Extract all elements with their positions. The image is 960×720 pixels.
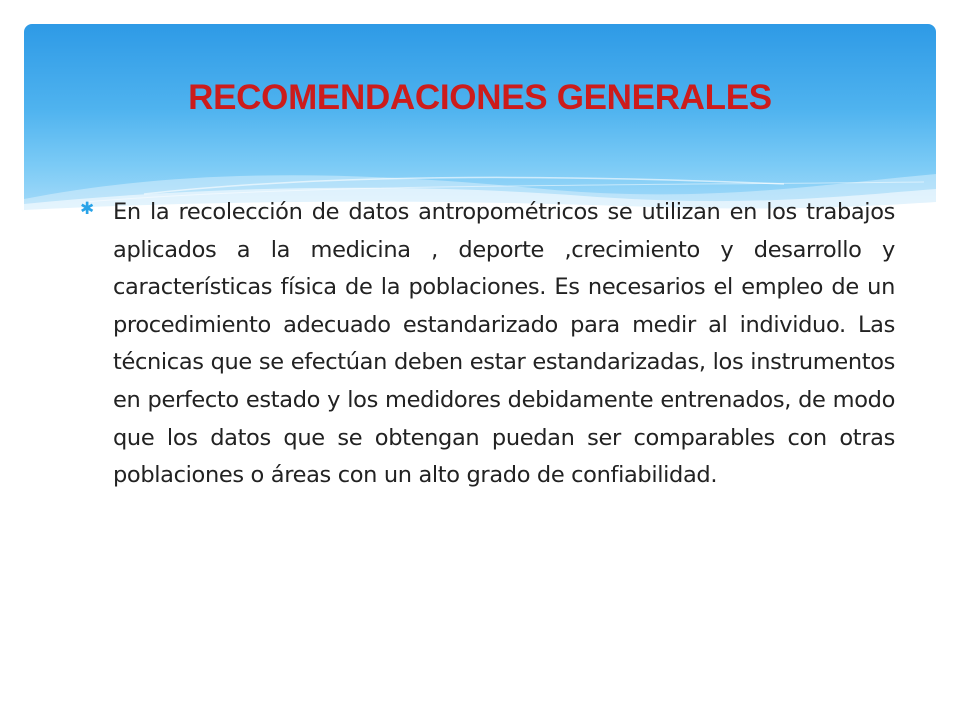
- slide-title: RECOMENDACIONES GENERALES: [188, 78, 772, 117]
- asterisk-bullet-icon: ✱: [80, 199, 95, 219]
- header-banner: [24, 24, 936, 214]
- wave-decoration: [24, 24, 936, 214]
- bullet-text: En la recolección de datos antropométricos se utilizan en los trabajos aplicados a la medicina , deporte ,crecimiento y desarrollo y características física de la poblaciones. Es necesarios el empleo de un procedimiento adecuado estandarizado para medir al individuo. Las técnicas que se efectúan deben estar estandarizadas, los instrumentos en perfecto estado y los medidores debidamente entrenados, de modo que los datos que se obtengan puedan ser comparables con otras poblaciones o áreas con un alto grado de confiabilidad.: [113, 199, 895, 489]
